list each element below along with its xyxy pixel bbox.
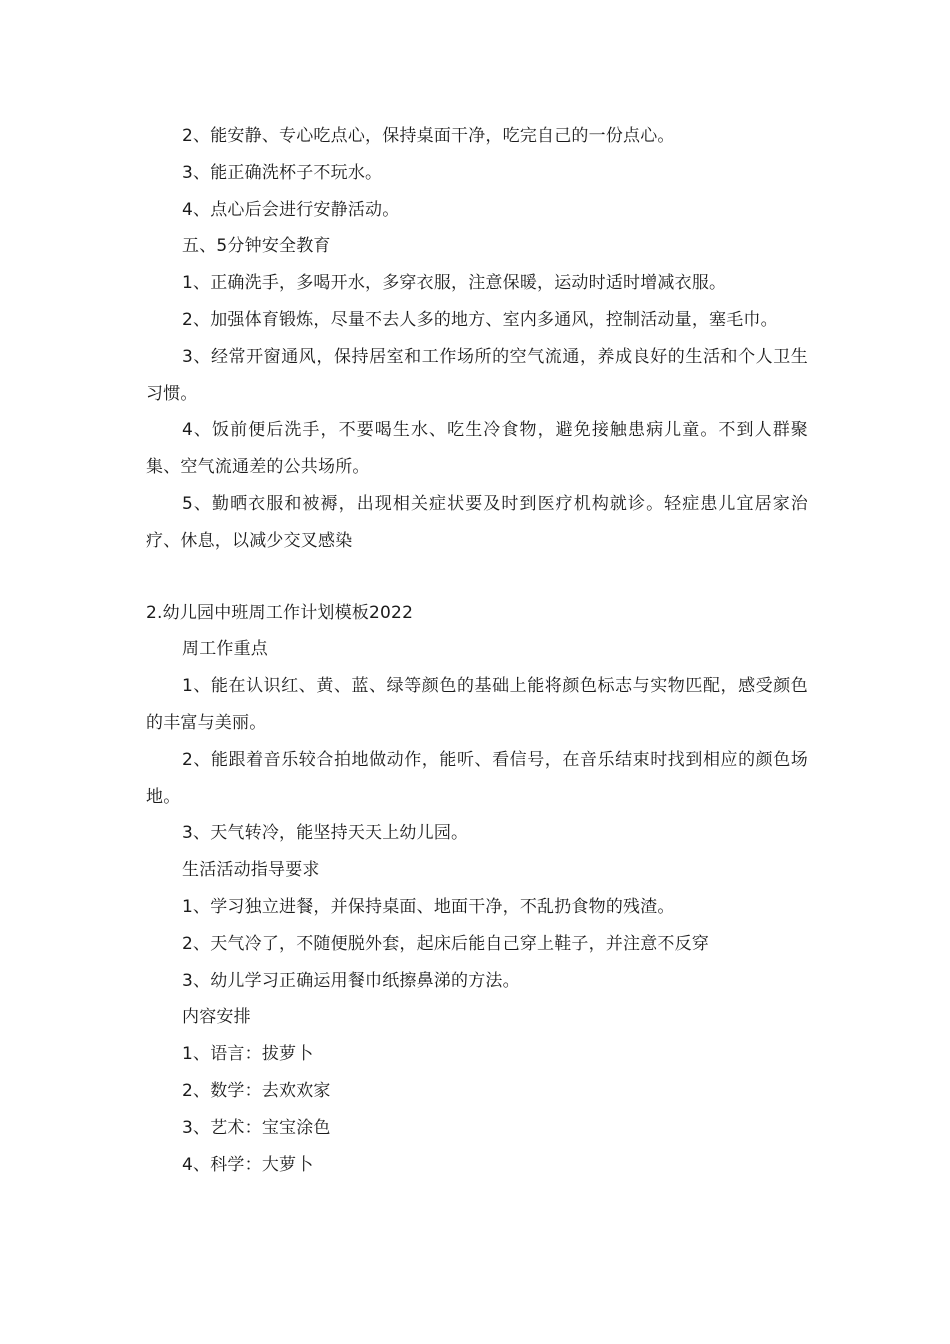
document-body	[146, 118, 808, 1183]
list-item: 1、语言：拔萝卜	[182, 1044, 314, 1065]
list-item: 3、能正确洗杯子不玩水。	[182, 162, 383, 183]
section-spacer	[146, 560, 808, 595]
list-item: 3、幼儿学习正确运用餐巾纸擦鼻涕的方法。	[182, 970, 520, 991]
list-item: 4、点心后会进行安静活动。	[182, 199, 400, 220]
subheading-life: 生活活动指导要求	[182, 860, 320, 881]
list-item: 2、能跟着音乐较合拍地做动作，能听、看信号，在音乐结束时找到相应的颜色场地。	[146, 749, 808, 807]
section-title: 2.幼儿园中班周工作计划模板2022	[146, 602, 414, 623]
list-item: 4、饭前便后洗手，不要喝生水、吃生冷食物，避免接触患病儿童。不到人群聚集、空气流通差的公共场所。	[146, 420, 808, 478]
list-item: 2、加强体育锻炼，尽量不去人多的地方、室内多通风，控制活动量，塞毛巾。	[182, 309, 778, 330]
list-item: 2、数学：去欢欢家	[182, 1080, 331, 1101]
list-item: 4、科学：大萝卜	[182, 1154, 314, 1175]
list-item: 2、天气冷了，不随便脱外套，起床后能自己穿上鞋子，并注意不反穿	[182, 933, 710, 954]
section-heading-safety: 五、5分钟安全教育	[182, 236, 331, 257]
list-item: 2、能安静、专心吃点心，保持桌面干净，吃完自己的一份点心。	[182, 126, 675, 146]
list-item: 1、能在认识红、黄、蓝、绿等颜色的基础上能将颜色标志与实物匹配，感受颜色的丰富与美丽。	[146, 676, 808, 733]
list-item: 3、天气转冷，能坚持天天上幼儿园。	[182, 823, 469, 844]
subheading-focus: 周工作重点	[182, 639, 268, 660]
list-item: 3、艺术：宝宝涂色	[182, 1117, 331, 1138]
subheading-content: 内容安排	[182, 1007, 251, 1028]
list-item: 1、学习独立进餐，并保持桌面、地面干净，不乱扔食物的残渣。	[182, 896, 675, 917]
list-item: 3、经常开窗通风，保持居室和工作场所的空气流通，养成良好的生活和个人卫生习惯。	[146, 346, 808, 404]
list-item: 5、勤晒衣服和被褥，出现相关症状要及时到医疗机构就诊。轻症患儿宜居家治疗、休息，以减少交叉感染	[146, 493, 808, 551]
list-item: 1、正确洗手，多喝开水，多穿衣服，注意保暖，运动时适时增减衣服。	[182, 273, 727, 294]
